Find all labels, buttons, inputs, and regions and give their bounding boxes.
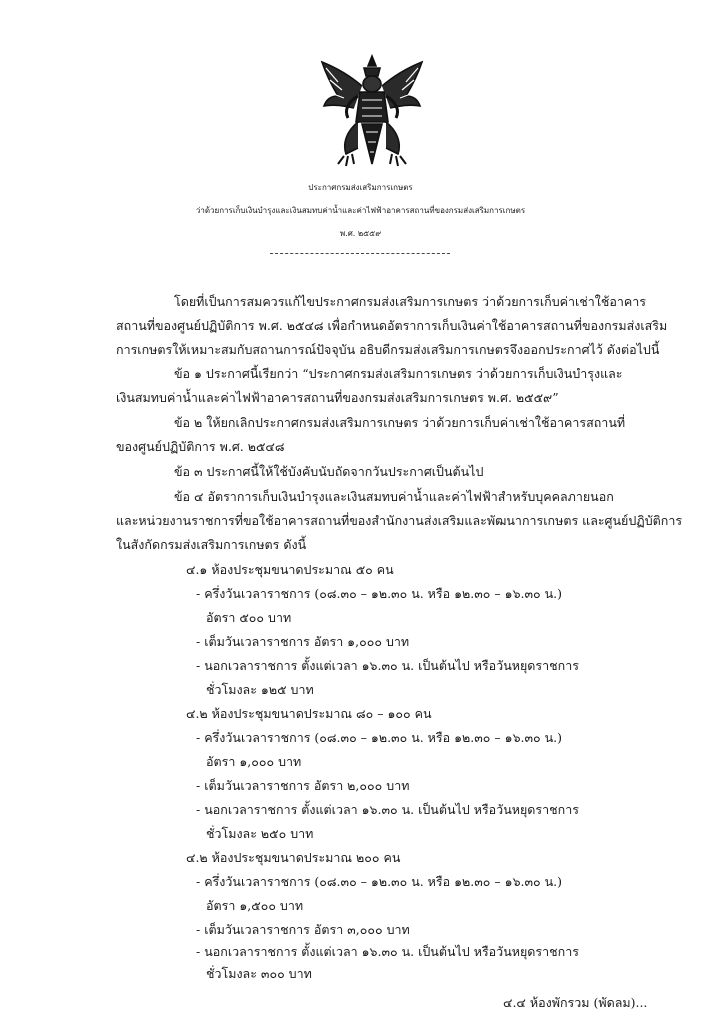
intro-line-1: โดยที่เป็นการสมควรแก้ไขประกาศกรมส่งเสริมการเกษตร ว่าด้วยการเก็บค่าเช่าใช้อาคาร xyxy=(174,294,646,309)
clause-1-line-2: เงินสมทบค่าน้ำและค่าไฟฟ้าอาคารสถานที่ของกรมส่งเสริมการเกษตร พ.ศ. ๒๕๕๙” xyxy=(116,390,559,405)
room-3-hourly-rate: ชั่วโมงละ ๓๐๐ บาท xyxy=(206,966,312,981)
garuda-emblem-icon xyxy=(318,52,426,170)
room-2-heading: ๔.๒ ห้องประชุมขนาดประมาณ ๘๐ – ๑๐๐ คน xyxy=(186,706,432,721)
room-2-hourly-rate: ชั่วโมงละ ๒๕๐ บาท xyxy=(206,826,314,841)
continuation-reference: ๔.๔ ห้องพักรวม (พัดลม)... xyxy=(503,995,648,1010)
room-3-half-day: - ครึ่งวันเวลาราชการ (๐๘.๓๐ – ๑๒.๓๐ น. หรือ ๑๒.๓๐ – ๑๖.๓๐ น.) xyxy=(196,874,563,889)
room-3-after-hours: - นอกเวลาราชการ ตั้งแต่เวลา ๑๖.๓๐ น. เป็นต้นไป หรือวันหยุดราชการ xyxy=(196,944,579,959)
room-3-heading: ๔.๒ ห้องประชุมขนาดประมาณ ๒๐๐ คน xyxy=(186,850,401,865)
clause-4-line-2: และหน่วยงานราชการที่ขอใช้อาคารสถานที่ของสำนักงานส่งเสริมและพัฒนาการเกษตร และศูนย์ปฏิบัติการ xyxy=(116,513,683,528)
clause-4-line-3: ในสังกัดกรมส่งเสริมการเกษตร ดังนี้ xyxy=(116,537,307,552)
clause-2-line-2: ของศูนย์ปฏิบัติการ พ.ศ. ๒๕๔๘ xyxy=(116,439,285,454)
intro-line-3: การเกษตรให้เหมาะสมกับสถานการณ์ปัจจุบัน อธิบดีกรมส่งเสริมการเกษตรจึงออกประกาศไว้ ดังต่อไปนี้ xyxy=(116,342,660,357)
room-2-half-day-rate: อัตรา ๑,๐๐๐ บาท xyxy=(206,754,302,769)
document-year: พ.ศ. ๒๕๕๙ xyxy=(339,229,382,238)
room-1-after-hours: - นอกเวลาราชการ ตั้งแต่เวลา ๑๖.๓๐ น. เป็นต้นไป หรือวันหยุดราชการ xyxy=(196,658,579,673)
clause-4-line-1: ข้อ ๔ อัตราการเก็บเงินบำรุงและเงินสมทบค่าน้ำและค่าไฟฟ้าสำหรับบุคคลภายนอก xyxy=(174,489,614,504)
room-3-half-day-rate: อัตรา ๑,๕๐๐ บาท xyxy=(206,898,304,913)
clause-3: ข้อ ๓ ประกาศนี้ให้ใช้บังคับนับถัดจากวันประกาศเป็นต้นไป xyxy=(174,464,484,479)
room-1-hourly-rate: ชั่วโมงละ ๑๒๕ บาท xyxy=(206,682,314,697)
room-3-full-day: - เต็มวันเวลาราชการ อัตรา ๓,๐๐๐ บาท xyxy=(196,922,410,937)
room-1-full-day: - เต็มวันเวลาราชการ อัตรา ๑,๐๐๐ บาท xyxy=(196,634,410,649)
room-1-half-day: - ครึ่งวันเวลาราชการ (๐๘.๓๐ – ๑๒.๓๐ น. หรือ ๑๒.๓๐ – ๑๖.๓๐ น.) xyxy=(196,586,563,601)
document-title: ประกาศกรมส่งเสริมการเกษตร xyxy=(308,183,413,192)
title-divider xyxy=(270,253,450,254)
clause-2-line-1: ข้อ ๒ ให้ยกเลิกประกาศกรมส่งเสริมการเกษตร ว่าด้วยการเก็บค่าเช่าใช้อาคารสถานที่ xyxy=(174,415,626,430)
clause-1-line-1: ข้อ ๑ ประกาศนี้เรียกว่า “ประกาศกรมส่งเสริมการเกษตร ว่าด้วยการเก็บเงินบำรุงและ xyxy=(174,366,623,381)
room-2-full-day: - เต็มวันเวลาราชการ อัตรา ๒,๐๐๐ บาท xyxy=(196,778,410,793)
room-2-after-hours: - นอกเวลาราชการ ตั้งแต่เวลา ๑๖.๓๐ น. เป็นต้นไป หรือวันหยุดราชการ xyxy=(196,802,579,817)
intro-line-2: สถานที่ของศูนย์ปฏิบัติการ พ.ศ. ๒๕๔๘ เพื่อกำหนดอัตราการเก็บเงินค่าใช้อาคารสถานที่ของกรมส่งเสริม xyxy=(116,318,668,333)
room-1-half-day-rate: อัตรา ๕๐๐ บาท xyxy=(206,610,292,625)
room-1-heading: ๔.๑ ห้องประชุมขนาดประมาณ ๕๐ คน xyxy=(186,562,394,577)
document-subject: ว่าด้วยการเก็บเงินบำรุงและเงินสมทบค่าน้ำและค่าไฟฟ้าอาคารสถานที่ของกรมส่งเสริมการเกษตร xyxy=(195,206,526,215)
room-2-half-day: - ครึ่งวันเวลาราชการ (๐๘.๓๐ – ๑๒.๓๐ น. หรือ ๑๒.๓๐ – ๑๖.๓๐ น.) xyxy=(196,730,563,745)
